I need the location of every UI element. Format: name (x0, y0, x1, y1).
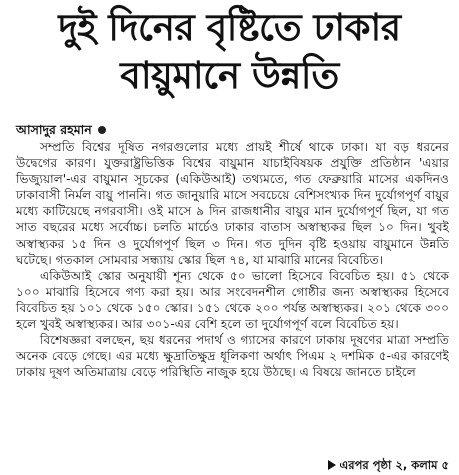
headline (8, 4, 451, 100)
paragraph: বিশেষজ্ঞরা বলছেন, ছয় ধরনের পদার্থ ও গ্যাসের কারণে ঢাকায় দূষণের মাত্রা সম্প্রতি অনেক বেড়ে গেছে। এর মধ্যে ক্ষুদ্রাতিক্ষুদ্র ধূলিকণা অর্থাৎ পিএম ২ দশমিক ৫-এর কারণেই ঢাকায় দূষণ অতিমাত্রায় বেড়ে পরিস্থিতি নাজুক হয়ে উঠছে। এ বিষয়ে জানতে চাইলে (16, 333, 449, 380)
paragraph: সম্প্রতি বিশ্বের দূষিত নগরগুলোর মধ্যে প্রায়ই শীর্ষে থাকে ঢাকা। যা বড় ধরনের উদ্বেগের কারণ। যুক্তরাষ্ট্রভিত্তিক বিশ্বের বায়ুমান যাচাইবিষয়ক প্রযুক্তি প্রতিষ্ঠান 'এয়ার ভিজ্যুয়াল'-এর বায়ুমান সূচকের (একিউআই) তথ্যমতে, গত ফেব্রুয়ারি মাসের একদিনও ঢাকাবাসী নির্মল বায়ু পাননি। গত জানুয়ারি মাসে সবচেয়ে বেশিসংখ্যক দিন দুর্যোগপূর্ণ বায়ুর মধ্যে কাটিয়েছে নগরবাসী। ওই মাসে ৯ দিন রাজধানীর বায়ুর মান দুর্যোগপূর্ণ ছিল, যা গত সাত বছরের মধ্যে সর্বোচ্চ। চলতি মার্চেও ঢাকার বাতাস অস্বাস্থ্যকর ছিল ১০ দিন। খুবই অস্বাস্থ্যকর ১৫ দিন ও দুর্যোগপূর্ণ ছিল ৩ দিন। গত দুদিন বৃষ্টি হওয়ায় বায়ুমানে উন্নতি ঘটেছে। গতকাল সোমবার সন্ধ্যায় স্কোর ছিল ৭৪, যা মাঝারি মানের বিবেচিত। (16, 140, 449, 267)
paragraph: একিউআই স্কোর অনুযায়ী শূন্য থেকে ৫০ ভালো হিসেবে বিবেচিত হয়। ৫১ থেকে ১০০ মাঝারি হিসেবে গণ্য করা হয়। আর সংবেদনশীল গোষ্ঠীর জন্য অস্বাস্থ্যকর হিসেবে বিবেচিত হয় ১০১ থেকে ১৫০ স্কোর। ১৫১ থেকে ২০০ পর্যন্ত অস্বাস্থ্যকর। ২০১ থেকে ৩০০ হলে খুবই অস্বাস্থ্যকর। আর ৩০১-এর বেশি হলে তা দুর্যোগপূর্ণ বলে বিবেচিত হয়। (16, 268, 449, 332)
headline-line-2: বায়ুমানে উন্নতি (120, 54, 339, 97)
arrow-right-icon (328, 460, 336, 470)
headline-line-1: দুই দিনের বৃষ্টিতে ঢাকার (58, 6, 401, 49)
article-body (16, 139, 449, 380)
continuation-note (328, 458, 450, 472)
bullet-icon (98, 126, 106, 134)
byline (16, 122, 416, 138)
continuation-text: এরপর পৃষ্ঠা ২, কলাম ৫ (339, 458, 449, 472)
author-name: আসাদুর রহমান (16, 122, 92, 137)
